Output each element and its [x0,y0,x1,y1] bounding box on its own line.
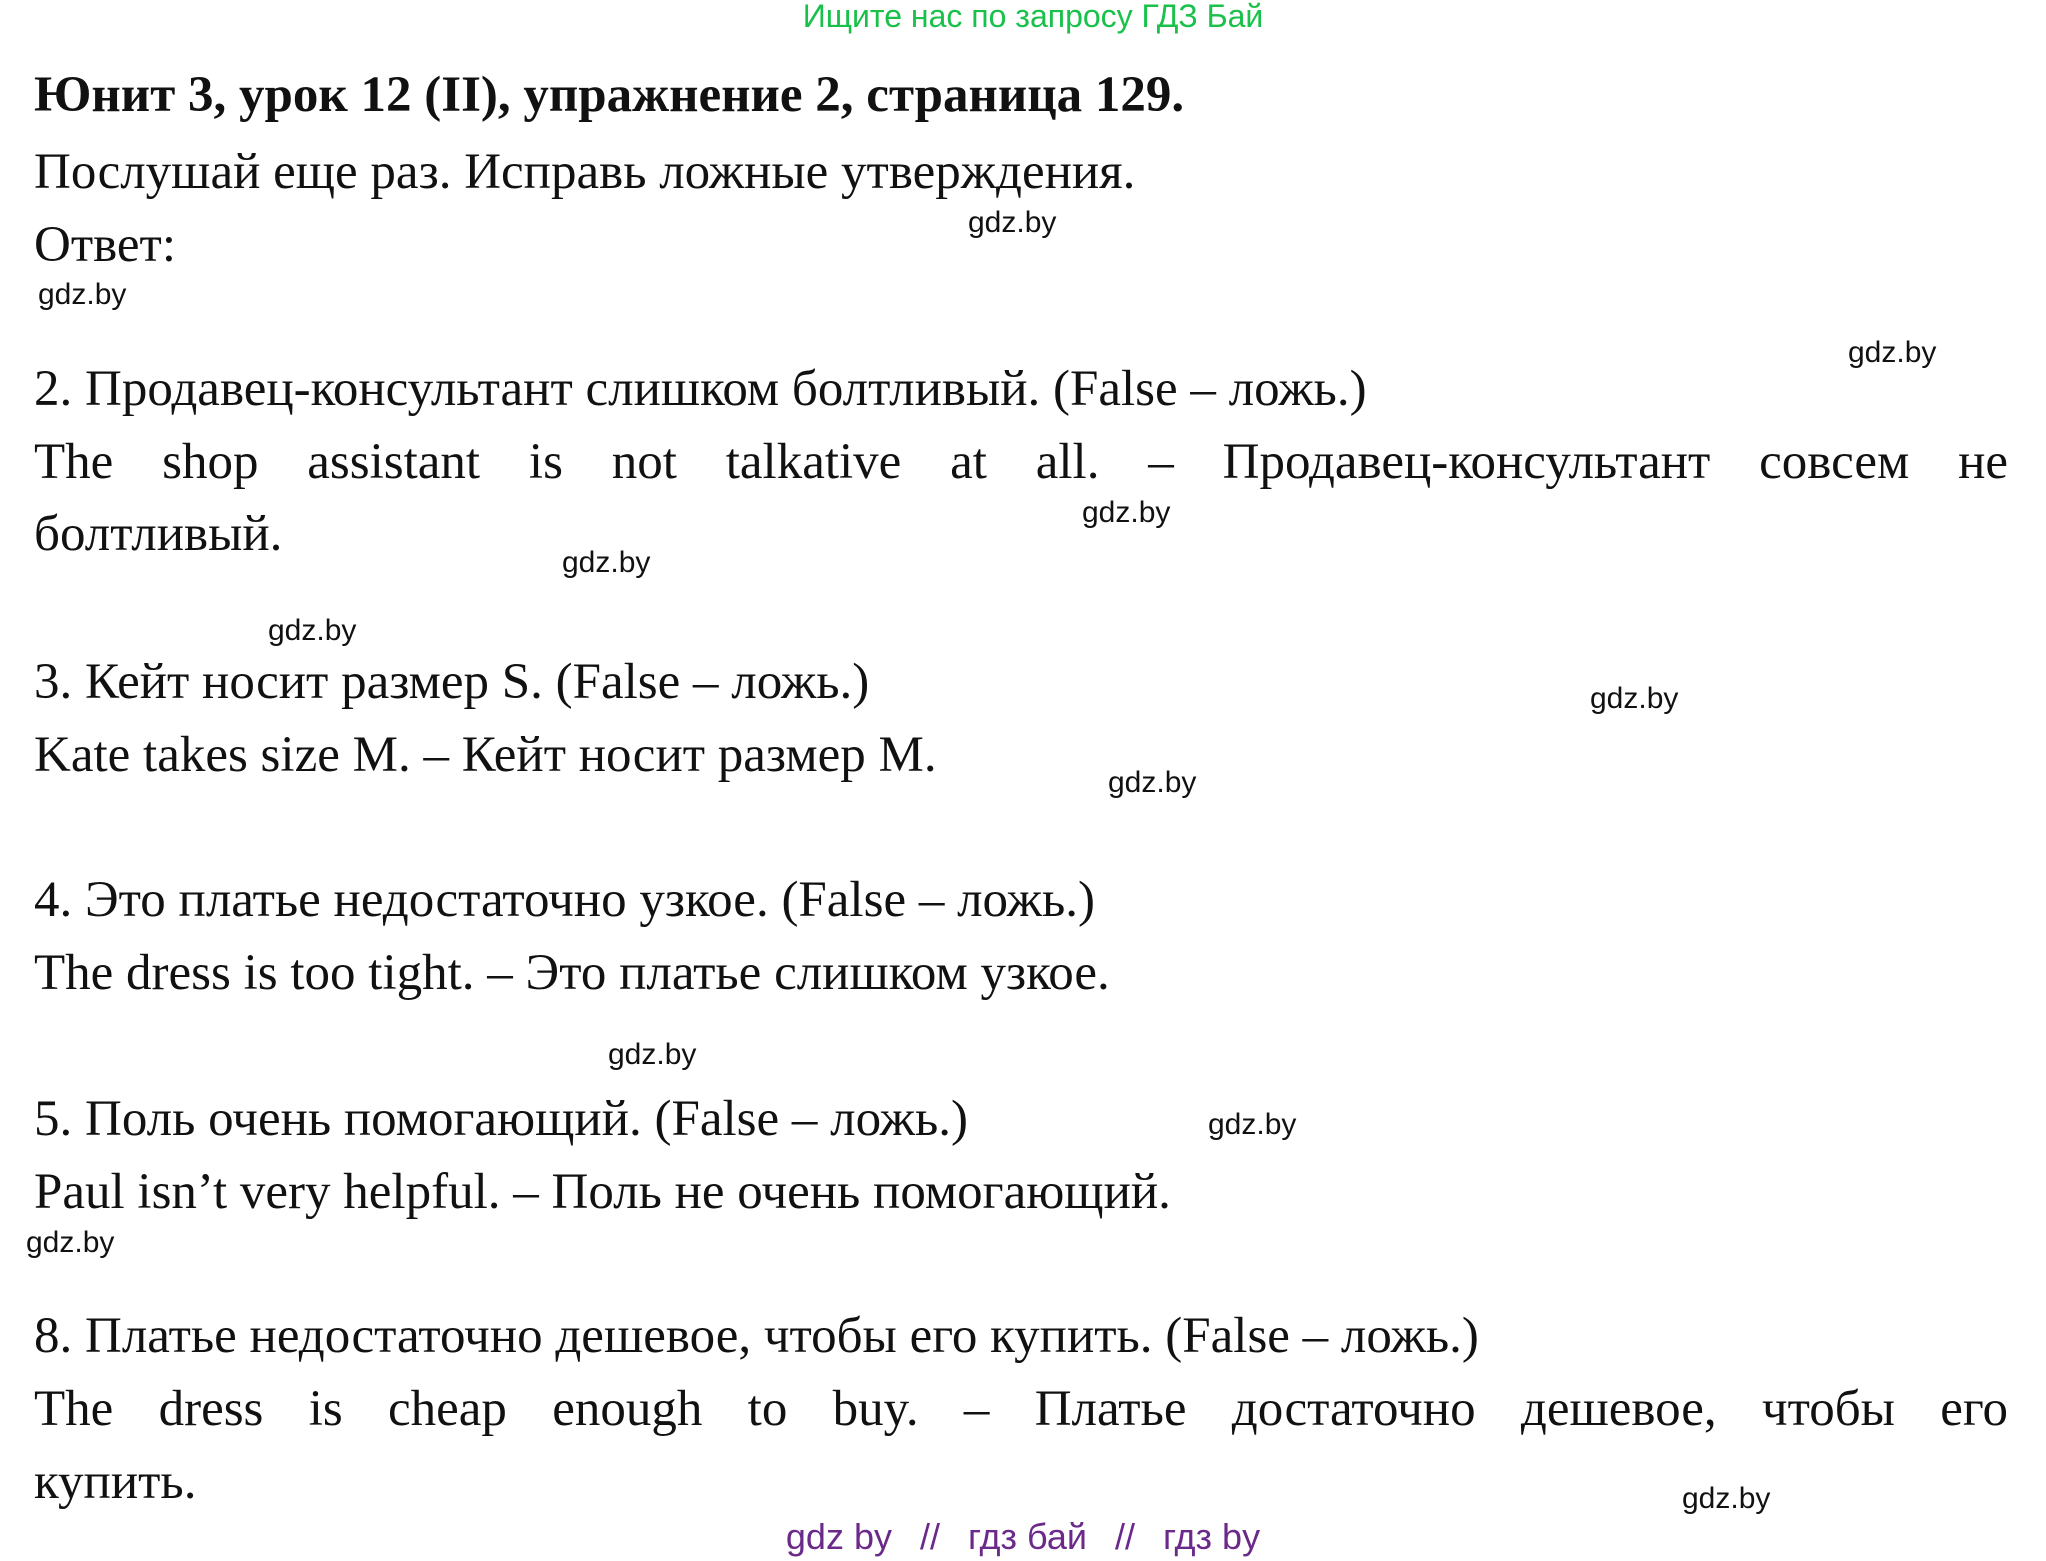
footer-separator: // [920,1516,941,1557]
watermark: gdz.by [1108,766,1197,799]
item-statement: 2. Продавец-консультант слишком болтливый. (False – ложь.) [34,361,1367,417]
watermark: gdz.by [26,1226,115,1259]
exercise-instruction: Послушай еще раз. Исправь ложные утверждения. [34,144,1136,200]
watermark: gdz.by [1082,496,1171,529]
watermark: gdz.by [1590,682,1679,715]
answer-label: Ответ: [34,217,176,273]
item-correction-continued: болтливый. [34,506,283,562]
watermark: gdz.by [968,206,1057,239]
footer-links [0,1516,2046,1558]
watermark: gdz.by [268,614,357,647]
footer-separator: // [1115,1516,1136,1557]
item-statement: 5. Поль очень помогающий. (False – ложь.) [34,1091,969,1147]
exercise-title: Юнит 3, урок 12 (II), упражнение 2, страница 129. [34,67,1185,123]
item-statement: 4. Это платье недостаточно узкое. (False – ложь.) [34,872,1095,928]
watermark: gdz.by [1848,336,1937,369]
watermark: gdz.by [38,278,127,311]
item-correction: The dress is too tight. – Это платье слишком узкое. [34,945,1110,1001]
item-correction-continued: купить. [34,1454,197,1510]
watermark: gdz.by [562,546,651,579]
search-hint-banner: Ищите нас по запросу ГДЗ Бай [802,0,1264,34]
item-correction: Kate takes size M. – Кейт носит размер M. [34,727,937,783]
item-statement: 8. Платье недостаточно дешевое, чтобы его купить. (False – ложь.) [34,1308,1479,1364]
footer-link-gdz-bai[interactable]: гдз бай [968,1516,1087,1557]
watermark: gdz.by [608,1038,697,1071]
item-correction: The dress is cheap enough to buy. – Платье достаточно дешевое, чтобы его [34,1381,2008,1437]
item-correction: Paul isn’t very helpful. – Поль не очень помогающий. [34,1164,1171,1220]
watermark: gdz.by [1682,1482,1771,1515]
item-correction: The shop assistant is not talkative at all. – Продавец-консультант совсем не [34,434,2008,490]
watermark: gdz.by [1208,1108,1297,1141]
footer-link-gdz-by-cyr[interactable]: гдз by [1163,1516,1261,1557]
footer-link-gdz-by[interactable]: gdz by [785,1516,892,1557]
item-statement: 3. Кейт носит размер S. (False – ложь.) [34,654,870,710]
